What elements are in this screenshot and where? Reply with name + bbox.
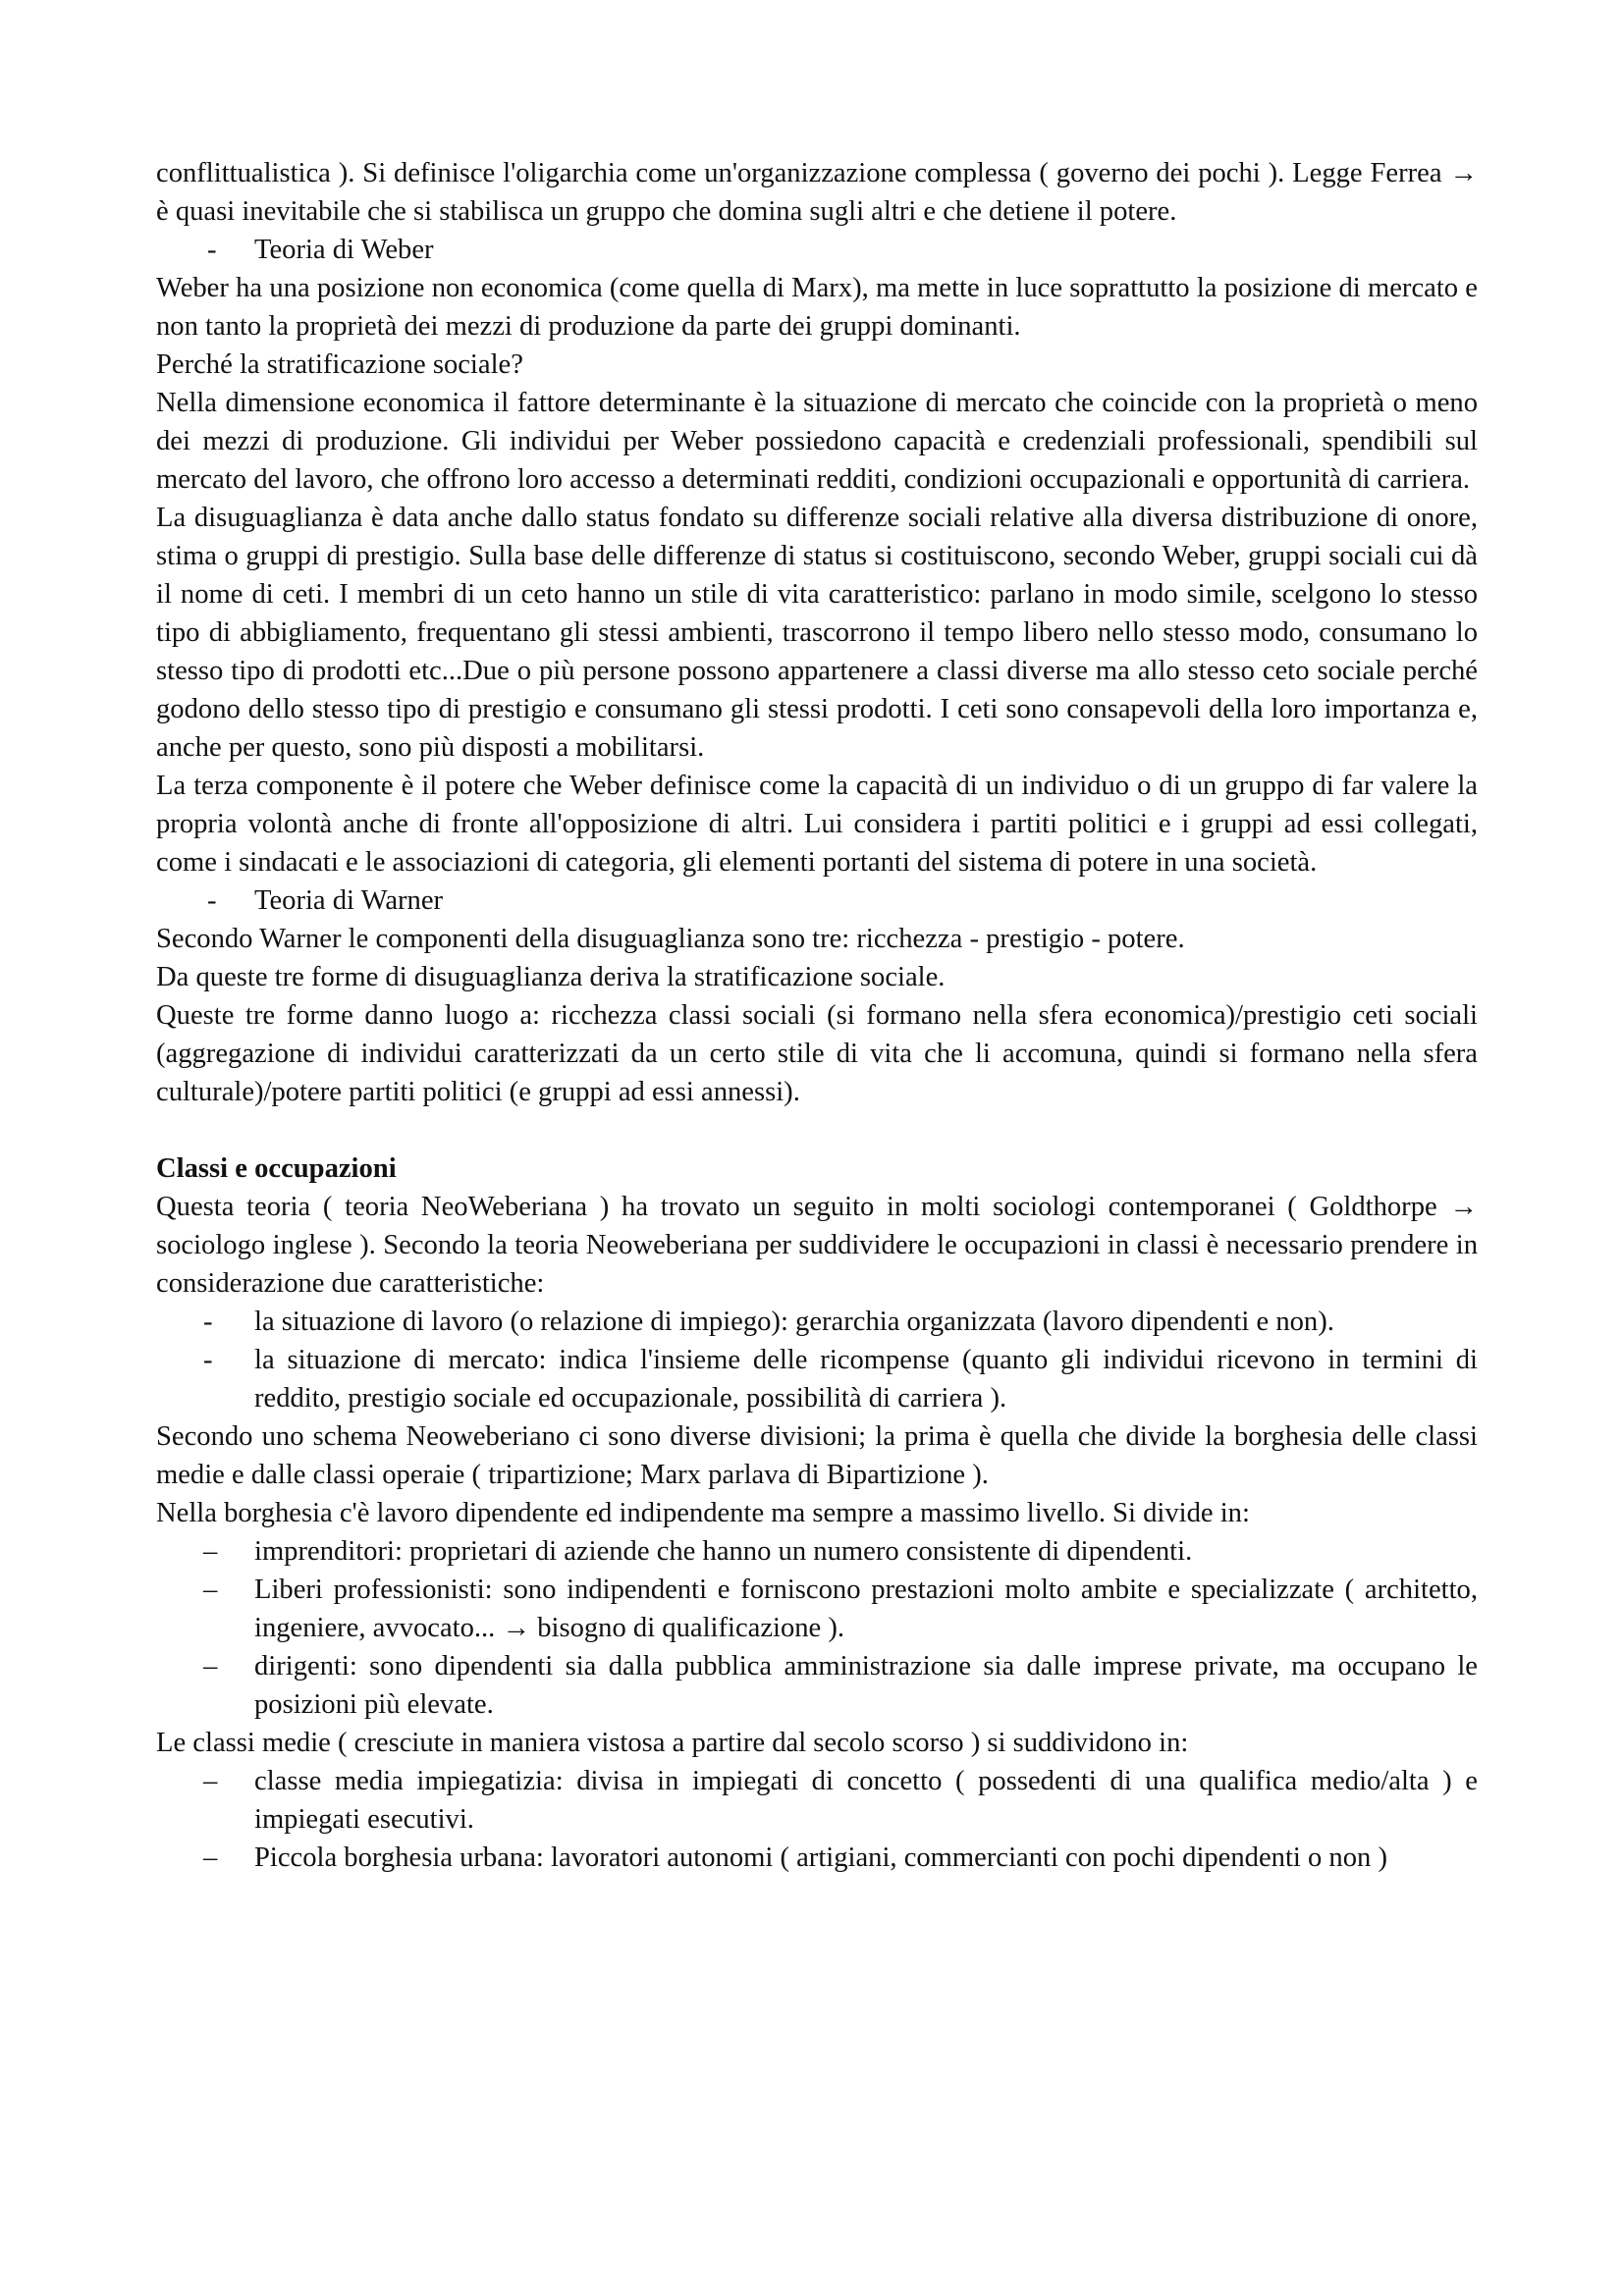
list-item-text: classe media impiegatizia: divisa in impiegati di concetto ( possedenti di una qualifica medio/alta ) e impiegati esecutivi. xyxy=(254,1766,1478,1835)
paragraph: Secondo uno schema Neoweberiano ci sono diverse divisioni; la prima è quella che divide la borghesia delle classi medie e dalle classi operaie ( tripartizione; Marx parlava di Bipartizione ). xyxy=(156,1421,1478,1490)
paragraph: Nella borghesia c'è lavoro dipendente ed indipendente ma sempre a massimo livello. Si divide in: xyxy=(156,1498,1250,1528)
dash-marker: - xyxy=(203,1345,213,1375)
heading-warner xyxy=(156,881,1478,920)
dash-marker: – xyxy=(203,1536,218,1567)
list-item xyxy=(156,1532,1478,1571)
dash-marker: – xyxy=(203,1651,218,1682)
paragraph: Secondo Warner le componenti della disuguaglianza sono tre: ricchezza - prestigio - potere. xyxy=(156,924,1185,954)
list-item xyxy=(156,1839,1478,1877)
list-item xyxy=(156,1762,1478,1839)
dash-marker: - xyxy=(207,235,217,265)
list-item-text: dirigenti: sono dipendenti sia dalla pubblica amministrazione sia dalle imprese private, ma occupano le posizioni più elevate. xyxy=(254,1651,1478,1720)
dash-marker: - xyxy=(203,1307,213,1337)
list-item xyxy=(156,1571,1478,1647)
list-item-text: imprenditori: proprietari di aziende che hanno un numero consistente di dipendenti. xyxy=(254,1536,1193,1567)
list-item xyxy=(156,1647,1478,1724)
list-item xyxy=(156,1341,1478,1417)
dash-marker: – xyxy=(203,1842,218,1873)
section-heading-classi: Classi e occupazioni xyxy=(156,1153,397,1184)
paragraph: Weber ha una posizione non economica (come quella di Marx), ma mette in luce soprattutto la posizione di mercato e non tanto la proprietà dei mezzi di produzione da parte dei gruppi dominanti. xyxy=(156,273,1478,342)
question-line: Perché la stratificazione sociale? xyxy=(156,349,523,380)
paragraph: La disuguaglianza è data anche dallo status fondato su differenze sociali relative alla diversa distribuzione di onore, stima o gruppi di prestigio. Sulla base delle differenze di status si costituiscono, secondo Weber, gruppi sociali cui dà il nome di ceti. I membri di un ceto hanno un stile di vita caratteristico: parlano in modo simile, scelgono lo stesso tipo di abbigliamento, frequentano gli stessi ambienti, trascorrono il tempo libero nello stesso modo, consumano lo stesso tipo di prodotti etc...Due o più persone possono appartenere a classi diverse ma allo stesso ceto sociale perché godono dello stesso tipo di prestigio e consumano gli stessi prodotti. I ceti sono consapevoli della loro importanza e, anche per questo, sono più disposti a mobilitarsi. xyxy=(156,503,1478,763)
list-item-text: Liberi professionisti: sono indipendenti e forniscono prestazioni molto ambite e specializzate ( architetto, ingeniere, avvocato... → bisogno di qualificazione ). xyxy=(254,1575,1478,1643)
paragraph: La terza componente è il potere che Weber definisce come la capacità di un individuo o di un gruppo di far valere la propria volontà anche di fronte all'opposizione di altri. Lui considera i partiti politici e i gruppi ad essi collegati, come i sindacati e le associazioni di categoria, gli elementi portanti del sistema di potere in una società. xyxy=(156,771,1478,878)
document-page xyxy=(156,154,1478,1877)
paragraph: Nella dimensione economica il fattore determinante è la situazione di mercato che coincide con la proprietà o meno dei mezzi di produzione. Gli individui per Weber possiedono capacità e credenziali professionali, spendibili sul mercato del lavoro, che offrono loro accesso a determinati redditi, condizioni occupazionali e opportunità di carriera. xyxy=(156,388,1478,495)
heading-weber-text: Teoria di Weber xyxy=(254,235,434,265)
paragraph: Questa teoria ( teoria NeoWeberiana ) ha trovato un seguito in molti sociologi contemporanei ( Goldthorpe → sociologo inglese ). Secondo la teoria Neoweberiana per suddividere le occupazioni in classi è necessario prendere in considerazione due caratteristiche: xyxy=(156,1192,1478,1299)
paragraph-opening: conflittualistica ). Si definisce l'oligarchia come un'organizzazione complessa ( governo dei pochi ). Legge Ferrea → è quasi inevitabile che si stabilisca un gruppo che domina sugli altri e che detiene il potere. xyxy=(156,158,1478,227)
list-item-text: Piccola borghesia urbana: lavoratori autonomi ( artigiani, commercianti con pochi dipendenti o non ) xyxy=(254,1842,1387,1873)
paragraph: Queste tre forme danno luogo a: ricchezza classi sociali (si formano nella sfera economica)/prestigio ceti sociali (aggregazione di individui caratterizzati da un certo stile di vita che li accomuna, quindi si formano nella sfera culturale)/potere partiti politici (e gruppi ad essi annessi). xyxy=(156,1000,1478,1107)
dash-marker: - xyxy=(207,885,217,916)
heading-weber xyxy=(156,231,1478,269)
dash-marker: – xyxy=(203,1575,218,1605)
heading-warner-text: Teoria di Warner xyxy=(254,885,444,916)
paragraph: Le classi medie ( cresciute in maniera vistosa a partire dal secolo scorso ) si suddividono in: xyxy=(156,1728,1189,1758)
paragraph: Da queste tre forme di disuguaglianza deriva la stratificazione sociale. xyxy=(156,962,946,992)
list-item-text: la situazione di mercato: indica l'insieme delle ricompense (quanto gli individui ricevono in termini di reddito, prestigio sociale ed occupazionale, possibilità di carriera ). xyxy=(254,1345,1478,1414)
list-item xyxy=(156,1303,1478,1341)
dash-marker: – xyxy=(203,1766,218,1796)
list-item-text: la situazione di lavoro (o relazione di impiego): gerarchia organizzata (lavoro dipendenti e non). xyxy=(254,1307,1334,1337)
